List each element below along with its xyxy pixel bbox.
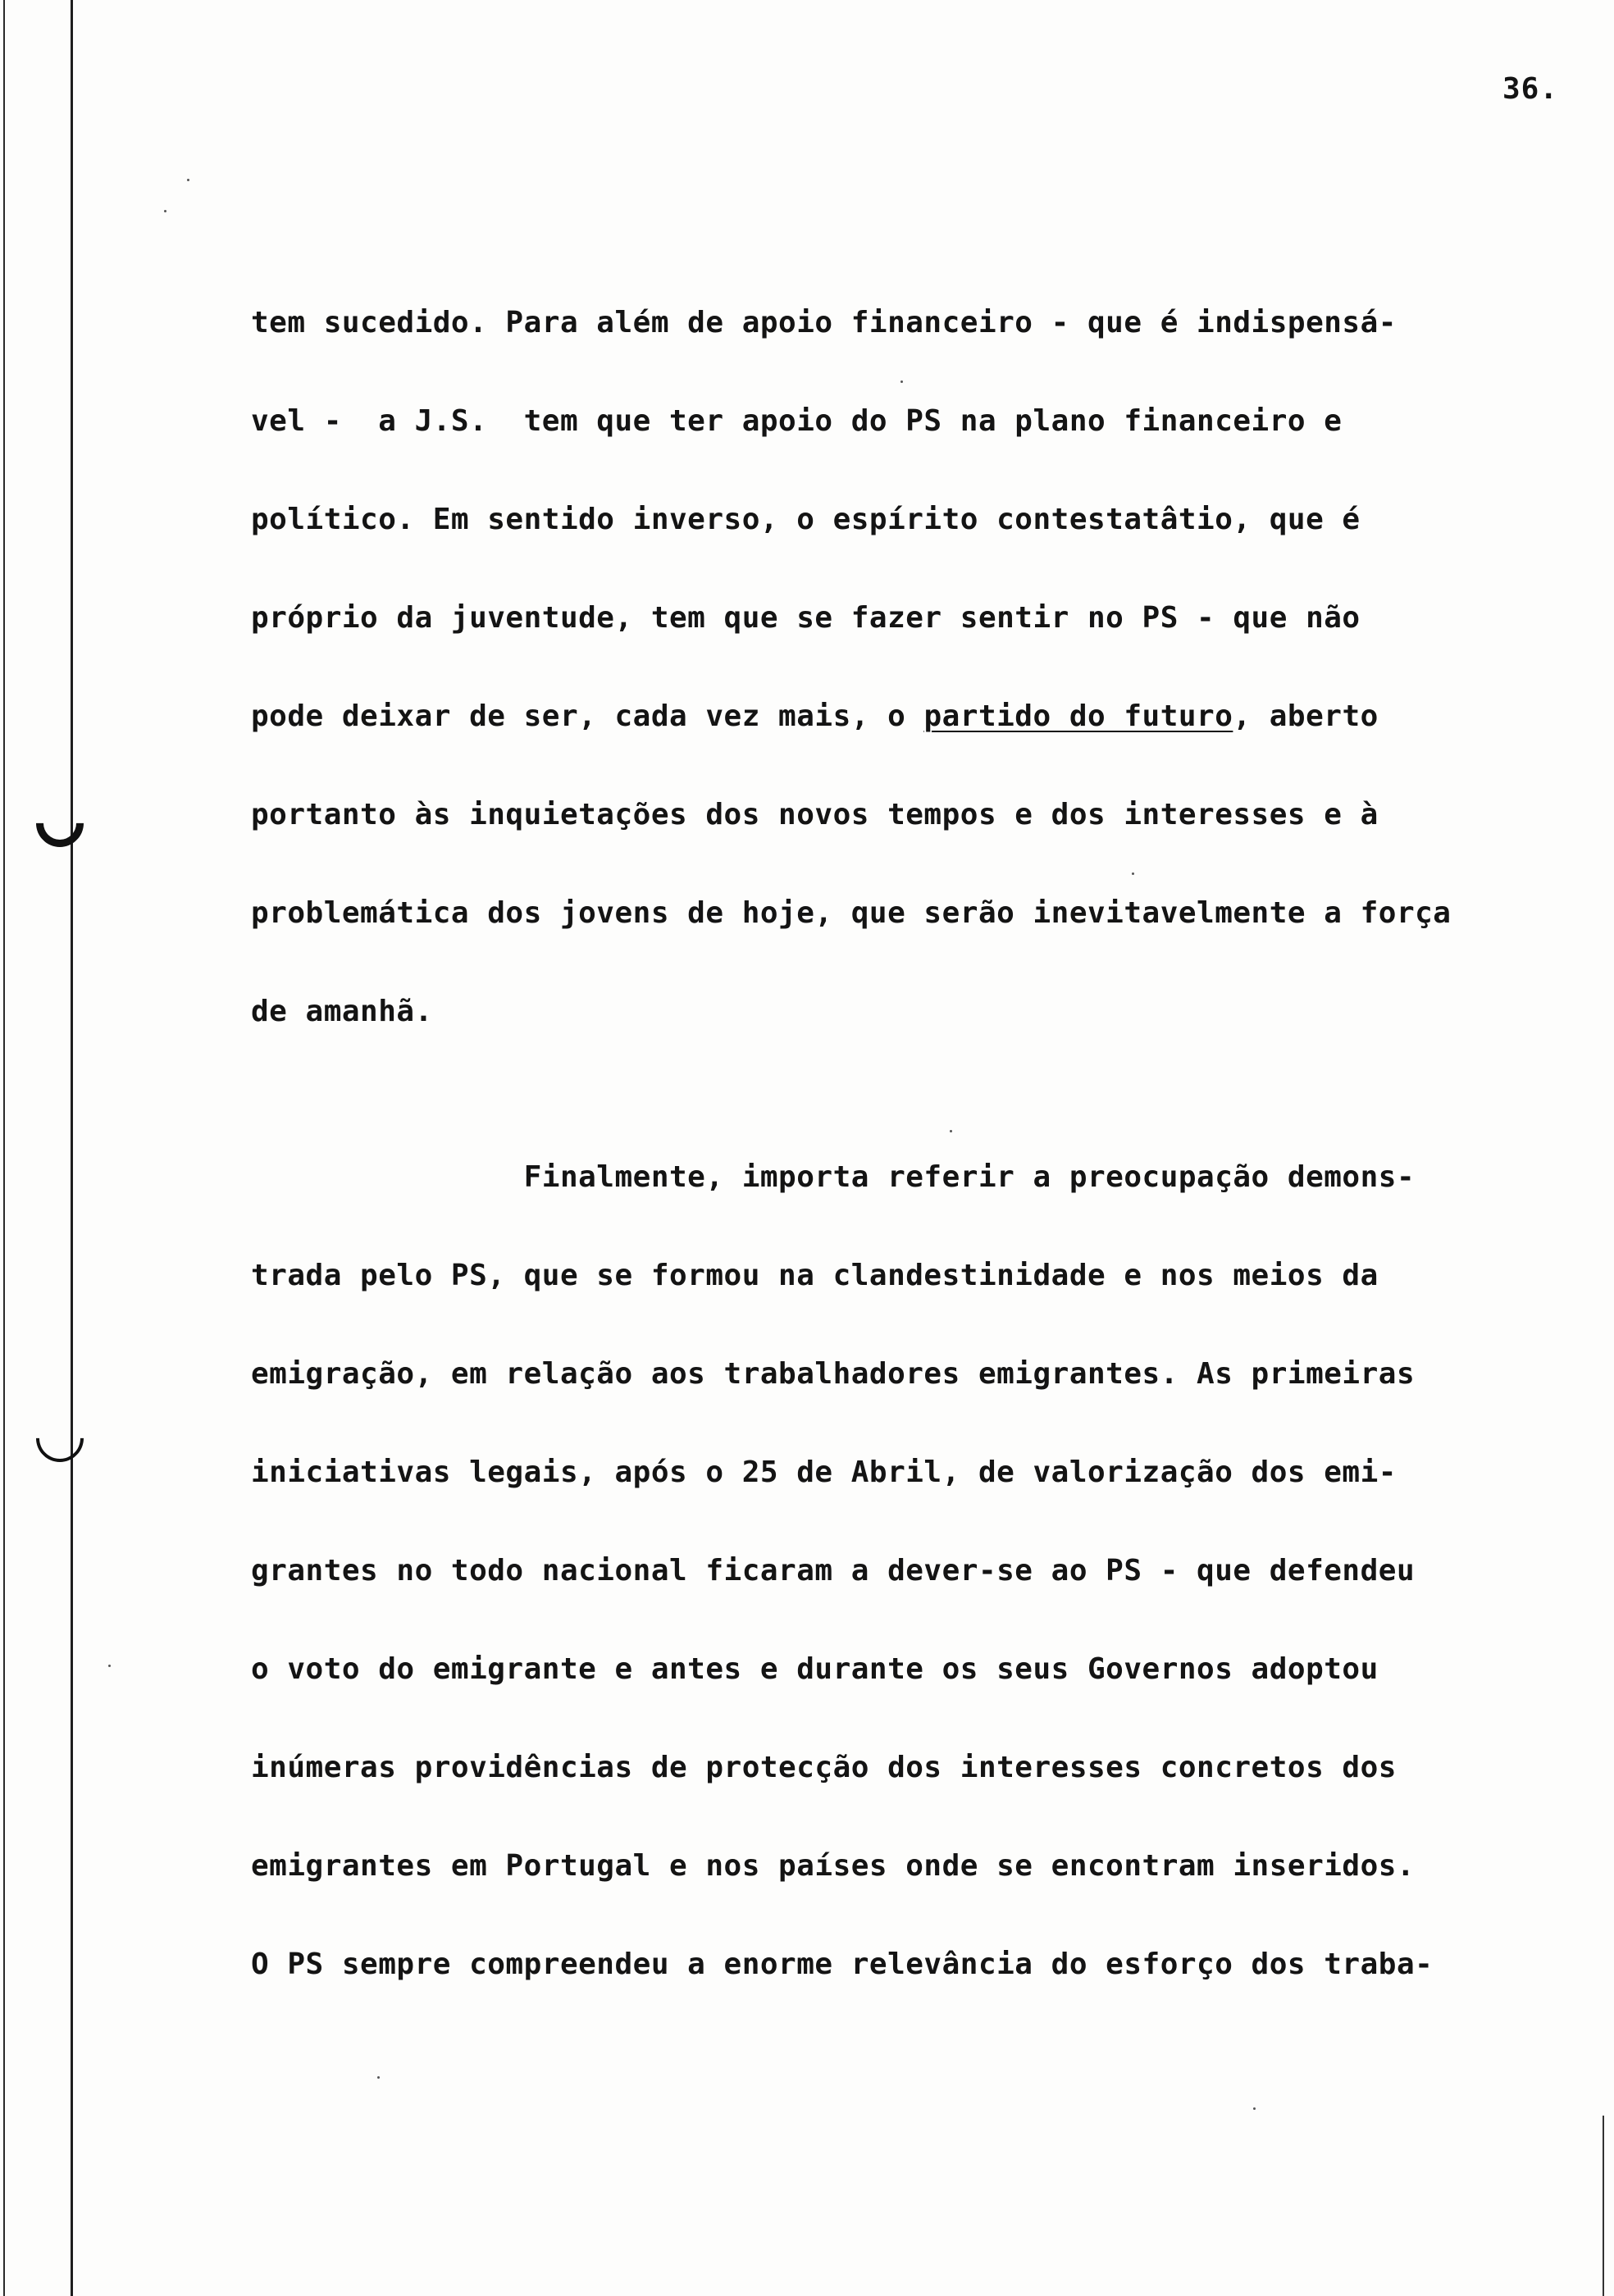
punch-hole-mark-bottom [26, 1405, 93, 1472]
right-edge-line [1603, 2116, 1604, 2296]
scan-speck [108, 1665, 111, 1667]
text-line: O PS sempre compreendeu a enorme relevância do esforço dos traba- [251, 1947, 1434, 1981]
text-line: próprio da juventude, tem que se fazer sentir no PS - que não [251, 601, 1361, 635]
text-line: emigração, em relação aos trabalhadores emigrantes. As primeiras [251, 1357, 1416, 1391]
scan-speck [950, 1130, 952, 1132]
text-line: grantes no todo nacional ficaram a dever-se ao PS - que defendeu [251, 1554, 1416, 1588]
text-line: tem sucedido. Para além de apoio financeiro - que é indispensá- [251, 306, 1397, 339]
underlined-phrase: partido do futuro [923, 699, 1233, 733]
text-line: problemática dos jovens de hoje, que serão inevitavelmente a força [251, 896, 1452, 930]
text-line: vel - a J.S. tem que ter apoio do PS na plano financeiro e [251, 404, 1343, 438]
page-number: 36. [1502, 72, 1559, 106]
text-line: de amanhã. [251, 995, 433, 1028]
text-line: político. Em sentido inverso, o espírito contestatâtio, que é [251, 503, 1361, 536]
scan-speck [1132, 872, 1134, 875]
scan-speck [1253, 2107, 1256, 2110]
left-edge-line [3, 0, 5, 2296]
binding-margin-line [71, 0, 73, 2296]
scan-speck [377, 2076, 380, 2079]
text-line: o voto do emigrante e antes e durante os seus Governos adoptou [251, 1652, 1379, 1686]
text-line: emigrantes em Portugal e nos países onde se encontram inseridos. [251, 1849, 1416, 1883]
text-line: inúmeras providências de protecção dos interesses concretos dos [251, 1751, 1397, 1784]
scan-speck [900, 380, 903, 383]
text-segment: , aberto [1233, 699, 1379, 733]
scan-speck [187, 179, 189, 181]
text-line-with-emphasis [251, 699, 1379, 735]
punch-hole-mark-top [26, 790, 93, 857]
text-line: portanto às inquietações dos novos tempos e dos interesses e à [251, 798, 1379, 831]
text-segment: pode deixar de ser, cada vez mais, o [251, 699, 924, 733]
text-line: iniciativas legais, após o 25 de Abril, de valorização dos emi- [251, 1456, 1397, 1489]
text-line: trada pelo PS, que se formou na clandestinidade e nos meios da [251, 1259, 1379, 1292]
scan-speck [164, 210, 166, 212]
text-line: Finalmente, importa referir a preocupação demons- [251, 1160, 1416, 1194]
